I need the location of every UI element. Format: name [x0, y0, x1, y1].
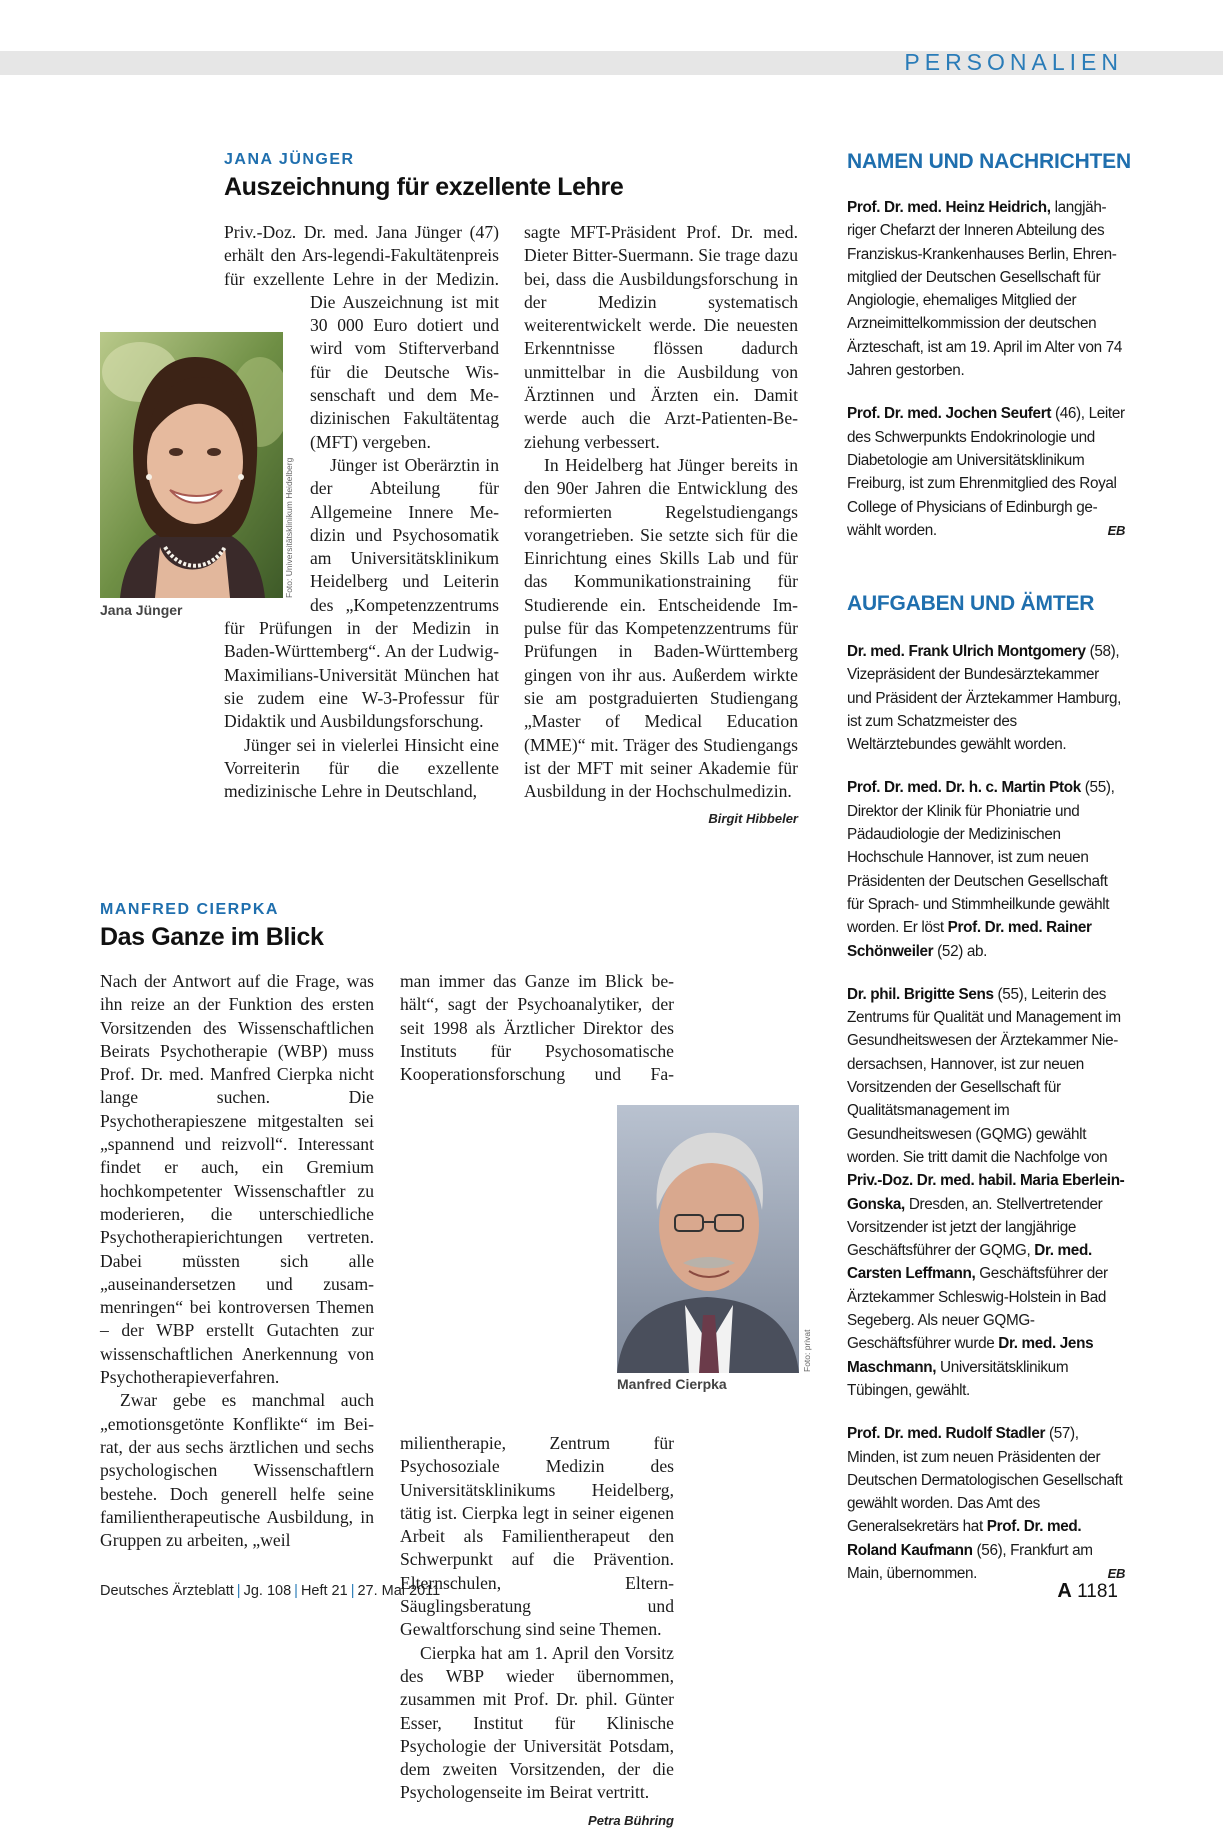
page-number — [1057, 1580, 1118, 1603]
article1-paragraph-5 — [524, 454, 798, 827]
footer-separator: | — [236, 1583, 241, 1599]
sidebar-entry — [847, 640, 1125, 756]
sidebar-entry-name: Prof. Dr. med. Heinz Heidrich, — [847, 199, 1051, 216]
article2-column-1 — [100, 970, 374, 1552]
article2-headline: Das Ganze im Blick — [100, 923, 324, 951]
article2-paragraph-4-text: Cierpka hat am 1. April den Vorsitz des WBP wieder übernommen, zusammen mit Prof. Dr. phil. Günter Esser, Institut für Klinische Psychologie der Universität Potsdam, dem zweiten Vorsitzenden, der die Psychologenseite im Beirat vertritt. — [400, 1642, 674, 1803]
sidebar-entry-text: langjähriger Chefarzt der Inneren Abteilung des Franziskus-Krankenhauses Berlin, Ehrenmitglied der Deutschen Gesellschaft für Angiologie, ehemaliges Mitglied der Arzneimittelkommission der deutschen Ärzteschaft, ist am 19. April im Alter von 74 Jahren gestorben. — [847, 199, 1123, 380]
page-number-prefix: A — [1057, 1580, 1072, 1602]
sidebar-signature: EB — [1107, 1565, 1125, 1581]
sidebar-entry-name: Prof. Dr. med. Rudolf Stadler — [847, 1425, 1046, 1443]
footer-date: 27. Mai 2011 — [357, 1583, 441, 1599]
sidebar-entry-name: Dr. phil. Brigitte Sens — [847, 985, 994, 1003]
article2-paragraph-1: Nach der Antwort auf die Frage, was ihn reize an der Funktion des ersten Vorsitzenden des Wissenschaftlichen Beirats Psychotherapie (WBP) muss Prof. Dr. med. Manfred Cierpka nicht lange suchen. Die Psychotherapieszene mitgestalten sei „spannend und reizvoll“. Interessant findet er auch, ein Gremium hochkompetenter Wissenschaftler zu moderieren, die unterschiedliche Psychotherapierichtungen vertreten. Dabei müssten sich alle „auseinandersetzen und zusammenringen“ bei kontroversen Themen – der WBP erstellt Gutachten zur wissenschaftlichen Anerkennung von Psychotherapieverfahren. — [100, 971, 374, 1388]
article1-paragraph-3: Jünger sei in vielerlei Hinsicht eine Vorreiterin für die exzellente medizinische Lehre in Deutschland, — [224, 734, 499, 802]
sidebar-entry-name: Priv.-Doz. Dr. med. habil. Maria Eberlein-Gonska, — [847, 1172, 1125, 1213]
sidebar-entry — [847, 196, 1125, 382]
article1-byline: Birgit Hibbeler — [708, 811, 798, 827]
article1-column-2 — [524, 221, 798, 831]
section-label: PERSONALIEN — [904, 49, 1123, 75]
sidebar-entry-text: Dresden, an. Stellvertretender Vorsitzender ist jetzt der langjährige Geschäftsführer der GQMG, — [847, 1195, 1103, 1260]
footer-issue: Heft 21 — [300, 1583, 348, 1599]
article2-byline: Petra Bühring — [588, 1812, 674, 1828]
article2-paragraph-4 — [400, 1642, 674, 1828]
article1-headline: Auszeichnung für exzellente Lehre — [224, 173, 624, 201]
article1-paragraph-4: sagte MFT-Präsident Prof. Dr. med. Dieter Bitter-Suermann. Sie trage dazu bei, dass die Ausbildungsforschung in der Medizin systematisch weiterentwickelt werde. Die neuesten Erkenntnisse flössen dadurch unmittelbar in die Ausbildung von Ärztinnen und Ärzten ein. Damit werde auch die Arzt-Patienten-Beziehung verbessert. — [524, 222, 798, 452]
sidebar-entry-text: (58), Vizepräsident der Bundesärztekammer und Präsident der Ärztekammer Hamburg, ist zum Schatzmeister des Weltärztebundes gewählt worden. — [847, 643, 1122, 754]
sidebar-entry — [847, 983, 1125, 1402]
sidebar-section-offices — [847, 640, 1125, 1605]
article1-paragraph-1: Priv.-Doz. Dr. med. Jana Jünger (47) erhält den Ars-legendi-Fakultätenpreis für exzellente Lehre in der Medizin. Die Auszeichnung ist mit 30 000 Euro dotiert und wird vom Stifterverband für die Deutsche Wissenschaft und dem Medizinischen Fakultätentag (MFT) vergeben. — [224, 222, 499, 452]
article2-paragraph-2: Zwar gebe es manchmal auch „emotionsgetönte Konflikte“ im Beirat, der aus sechs ärztlichen und sechs psychologischen Wissenschaftlern bestehe. Doch generell helfe seine familientherapeutische Ausbildung, in Gruppen zu arbeiten, „weil — [100, 1390, 374, 1551]
article1-paragraph-2: Jünger ist Oberärztin in der Abteilung für Allgemeine Innere Medizin und Psychosomatik am Universitätsklinikum Heidelberg und Leiterin des „Kompetenzzentrums für Prüfungen in der Medizin in Baden-Württemberg“. An der Ludwig-Maximilians-Universität München hat sie zudem eine W-3-Professur für Didaktik und Ausbildungsforschung. — [224, 454, 499, 732]
article2-column-2 — [400, 970, 674, 1832]
sidebar-entry-text: Universitätsklinikum Tübingen, gewählt. — [847, 1358, 1069, 1399]
sidebar-entry — [847, 1422, 1125, 1585]
sidebar-entry-name: Prof. Dr. med. Rainer Schönweiler — [847, 919, 1092, 960]
article1-paragraph-5-text: In Heidelberg hat Jünger bereits in den 90er Jahren die Entwicklung des reformierten Regelstudiengangs vorangetrieben. Sie setzte sich für die Einrichtung eines Skills Lab und für das Kommunikationstraining für Studierende ein. Entscheidende Impulse für das Kompetenzzentrums für Prüfungen in Baden-Württemberg gingen von ihr aus. Außerdem wirkte sie am postgraduierten Studiengang „Master of Medical Education (MME)“ mit. Träger des Studiengangs ist der MFT mit seiner Akademie für Ausbildung in der Hochschulmedizin. — [524, 454, 798, 802]
sidebar-signature: EB — [1107, 522, 1125, 538]
sidebar-entry-text: (56), Frankfurt am Main, übernommen. — [847, 1541, 1093, 1582]
sidebar-entry — [847, 402, 1125, 542]
photo-spacer-2 — [469, 1098, 674, 1432]
page-number-value: 1181 — [1077, 1581, 1118, 1602]
sidebar-entry-name: Dr. med. Jens Maschmann, — [847, 1335, 1094, 1376]
sidebar-entry-text: (55), Leiterin des Zentrums für Qualität und Management im Gesundheitswesen der Ärztekammer Niedersachsen, Hannover, ist zur neuen Vorsitzenden der Gesellschaft für Qualitätsmanagement im Gesundheitswesen (GQMG) gewählt worden. Sie tritt damit die Nachfolge von — [847, 985, 1121, 1166]
sidebar-entry-name: Prof. Dr. med. Roland Kaufmann — [847, 1518, 1082, 1559]
sidebar-entry-name: Dr. med. Frank Ulrich Montgomery — [847, 643, 1086, 660]
footer-separator: | — [294, 1583, 298, 1599]
sidebar-entry-text: Geschäftsführer der Ärztekammer Schleswig-Holstein in Bad Segeberg. Als neuer GQMG-Geschäftsführer wurde — [847, 1265, 1108, 1353]
photo-caption-2: Manfred Cierpka — [617, 1376, 727, 1392]
sidebar-entry-text: (55), Direktor der Klinik für Phoniatrie und Pädaudiologie der Medizinischen Hochschule Hannover, ist zum neuen Präsidenten der Deutschen Gesellschaft für Sprach- und Stimmheilkunde gewählt worden. Er löst — [847, 779, 1115, 937]
photo-spacer-1 — [224, 313, 310, 597]
footer-journal: Deutsches Ärzteblatt — [100, 1583, 234, 1599]
sidebar-entry — [847, 776, 1125, 962]
sidebar-entry-name: Dr. med. Carsten Leffmann, — [847, 1242, 1092, 1283]
footer-volume: Jg. 108 — [243, 1583, 292, 1599]
article2-paragraph-3: man immer das Ganze im Blick behält“, sagt der Psychoanalytiker, der seit 1998 als Ärztlicher Direktor des Instituts für Psychosomatische Kooperationsforschung und Familientherapie, Zentrum für Psychosoziale Medizin des Universitätsklinikums Heidelberg, tätig ist. Cierpka legt in seiner eigenen Arbeit als Familientherapeut den Schwerpunkt auf die Prävention. Elternschulen, Eltern-Säuglingsberatung und Gewaltforschung sind seine Themen. — [400, 971, 674, 1640]
sidebar-entry-name: Prof. Dr. med. Jochen Seufert — [847, 405, 1052, 423]
sidebar-section-names — [847, 196, 1125, 562]
sidebar-entry-text: (57), Minden, ist zum neuen Präsidenten der Deutschen Dermatologischen Gesellschaft gewählt worden. Das Amt des Generalsekretärs hat — [847, 1425, 1123, 1536]
sidebar-title-names: NAMEN UND NACHRICHTEN — [847, 150, 1131, 173]
article1-column-1 — [224, 221, 499, 803]
sidebar-entry-name: Prof. Dr. med. Dr. h. c. Martin Ptok — [847, 779, 1081, 797]
footer-separator: | — [350, 1583, 355, 1599]
article2-kicker: MANFRED CIERPKA — [100, 901, 279, 918]
footer-citation — [100, 1583, 440, 1599]
photo-caption-1: Jana Jünger — [100, 602, 183, 618]
photo-credit-1: Foto: Universitätsklinikum Heidelberg — [284, 457, 294, 598]
sidebar-entry-text: (46), Leiter des Schwerpunkts Endokrinologie und Diabetologie am Universitätsklinikum Freiburg, ist zum Ehrenmitglied des Royal College of Physicians of Edinburgh gewählt worden. — [847, 405, 1125, 539]
photo-credit-2: Foto: privat — [802, 1329, 812, 1372]
article1-kicker: JANA JÜNGER — [224, 151, 355, 168]
sidebar-entry-text: (52) ab. — [933, 942, 988, 960]
sidebar-title-offices: AUFGABEN UND ÄMTER — [847, 592, 1095, 615]
